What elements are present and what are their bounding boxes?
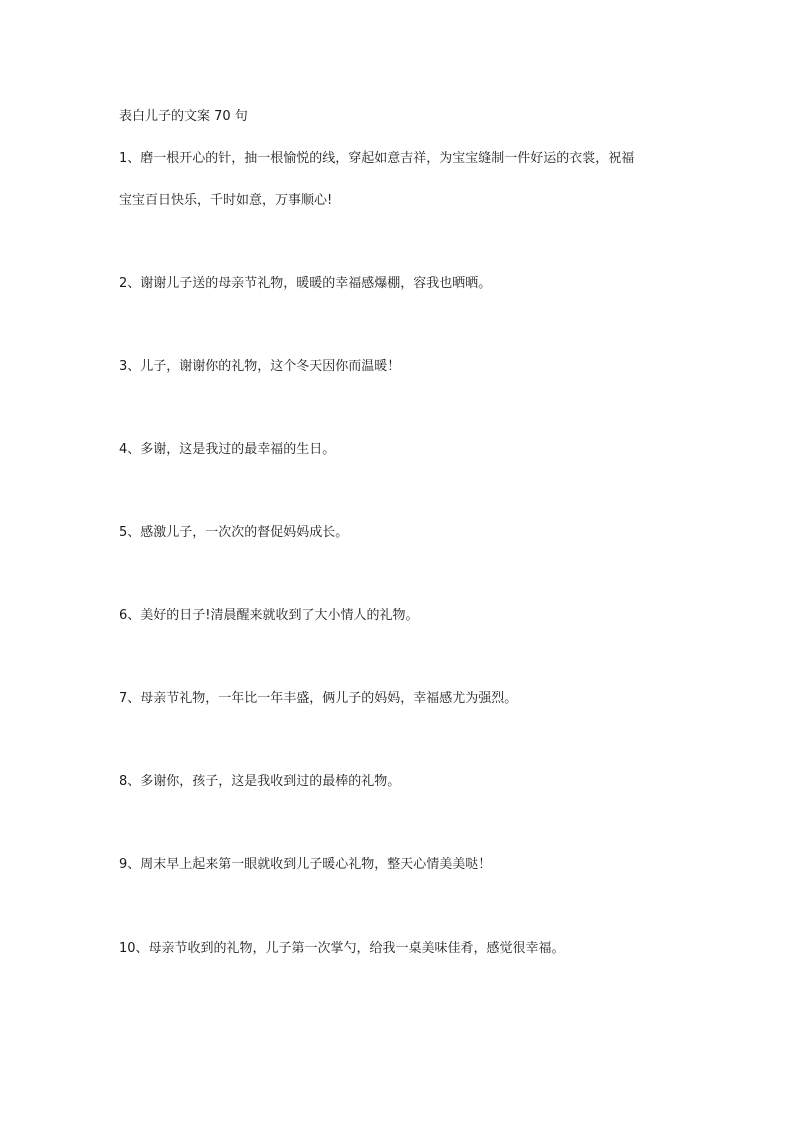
item-text: 4、多谢，这是我过的最幸福的生日。 [119, 442, 336, 457]
item-text: 10、母亲节收到的礼物，儿子第一次掌勺，给我一桌美味佳肴，感觉很幸福。 [119, 941, 565, 956]
item-text: 2、谢谢儿子送的母亲节礼物，暖暖的幸福感爆棚，容我也晒晒。 [119, 276, 492, 291]
item-text: 6、美好的日子!清晨醒来就收到了大小情人的礼物。 [119, 608, 419, 623]
list-item [119, 440, 689, 460]
item-text-line: 宝宝百日快乐，千时如意，万事顺心! [119, 193, 333, 208]
list-item [119, 274, 689, 294]
list-item [119, 523, 689, 543]
item-text: 9、周末早上起来第一眼就收到儿子暖心礼物，整天心情美美哒！ [119, 857, 492, 872]
item-text: 7、母亲节礼物，一年比一年丰盛，俩儿子的妈妈，幸福感尤为强烈。 [119, 691, 518, 706]
document-title: 表白儿子的文案 70 句 [119, 109, 248, 124]
item-text: 3、儿子，谢谢你的礼物，这个冬天因你而温暖！ [119, 359, 401, 374]
item-text: 5、感激儿子，一次次的督促妈妈成长。 [119, 525, 349, 540]
list-item [119, 855, 689, 875]
list-item [119, 689, 689, 709]
list-item [119, 357, 689, 377]
item-text-line: 1、磨一根开心的针，抽一根愉悦的线，穿起如意吉祥，为宝宝缝制一件好运的衣裳，祝福 [119, 151, 635, 166]
item-text: 8、多谢你，孩子，这是我收到过的最棒的礼物。 [119, 774, 401, 789]
list-item [119, 149, 689, 211]
list-item [119, 606, 689, 626]
list-item [119, 772, 689, 792]
list-item [119, 939, 689, 959]
